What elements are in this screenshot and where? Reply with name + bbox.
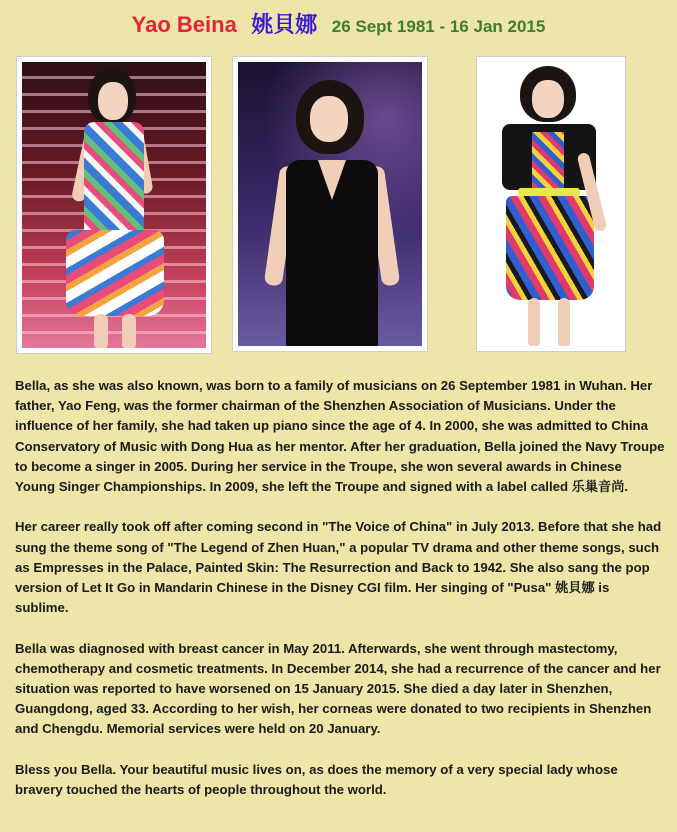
biography-paragraph-early-life: Bella, as she was also known, was born to a family of musicians on 26 September 1981 in Wuhan. Her father, Yao Feng, was the former chairman of the Shenzhen Association of Musicians. Under the influence of her family, she had taken up piano since the age of 4. In 2000, she was admitted to China Conservatory of Music with Dong Hua as her mentor. After her graduation, Bella joined the Navy Troupe to become a singer in 2005. During her service in the Troupe, she won several awards in Chinese Young Singer Championships. In 2009, she left the Troupe and signed with a label called 乐巢音尚. [15, 378, 665, 495]
photo-singing-on-stage [16, 56, 212, 354]
biography-paragraph-career: Her career really took off after coming second in "The Voice of China" in July 2013. Before that she had sung the theme song of "The Legend of Zhen Huan," a popular TV drama and other theme songs, such as Empresses in the Palace, Painted Skin: The Resurrection and Back to 1942. She also sang the pop version of Let It Go in Mandarin Chinese in the Disney CGI film. Her singing of "Pusa" 姚貝娜 is sublime. [15, 519, 662, 616]
biography-paragraph-tribute: Bless you Bella. Your beautiful music lives on, as does the memory of a very special lady whose bravery touched the hearts of people throughout the world. [15, 761, 618, 798]
title-name-chinese: 姚貝娜 [251, 12, 318, 37]
biography-text [15, 376, 665, 820]
page-title [0, 8, 677, 39]
biography-paragraph-illness: Bella was diagnosed with breast cancer in May 2011. Afterwards, she went through mastectomy, chemotherapy and cosmetic treatments. In December 2014, she had a recurrence of the cancer and her situation was reported to have worsened on 15 January 2015. She died a day later in Shenzhen, Guangdong, aged 33. According to her wish, her corneas were donated to two recipients in Shenzhen and Chengdu. Memorial services were held on 20 January. [15, 640, 661, 737]
title-life-dates: 26 Sept 1981 - 16 Jan 2015 [331, 17, 546, 36]
title-name-english: Yao Beina [131, 12, 237, 37]
photo-black-dress [232, 56, 428, 352]
photo-studio-portrait [476, 56, 626, 352]
